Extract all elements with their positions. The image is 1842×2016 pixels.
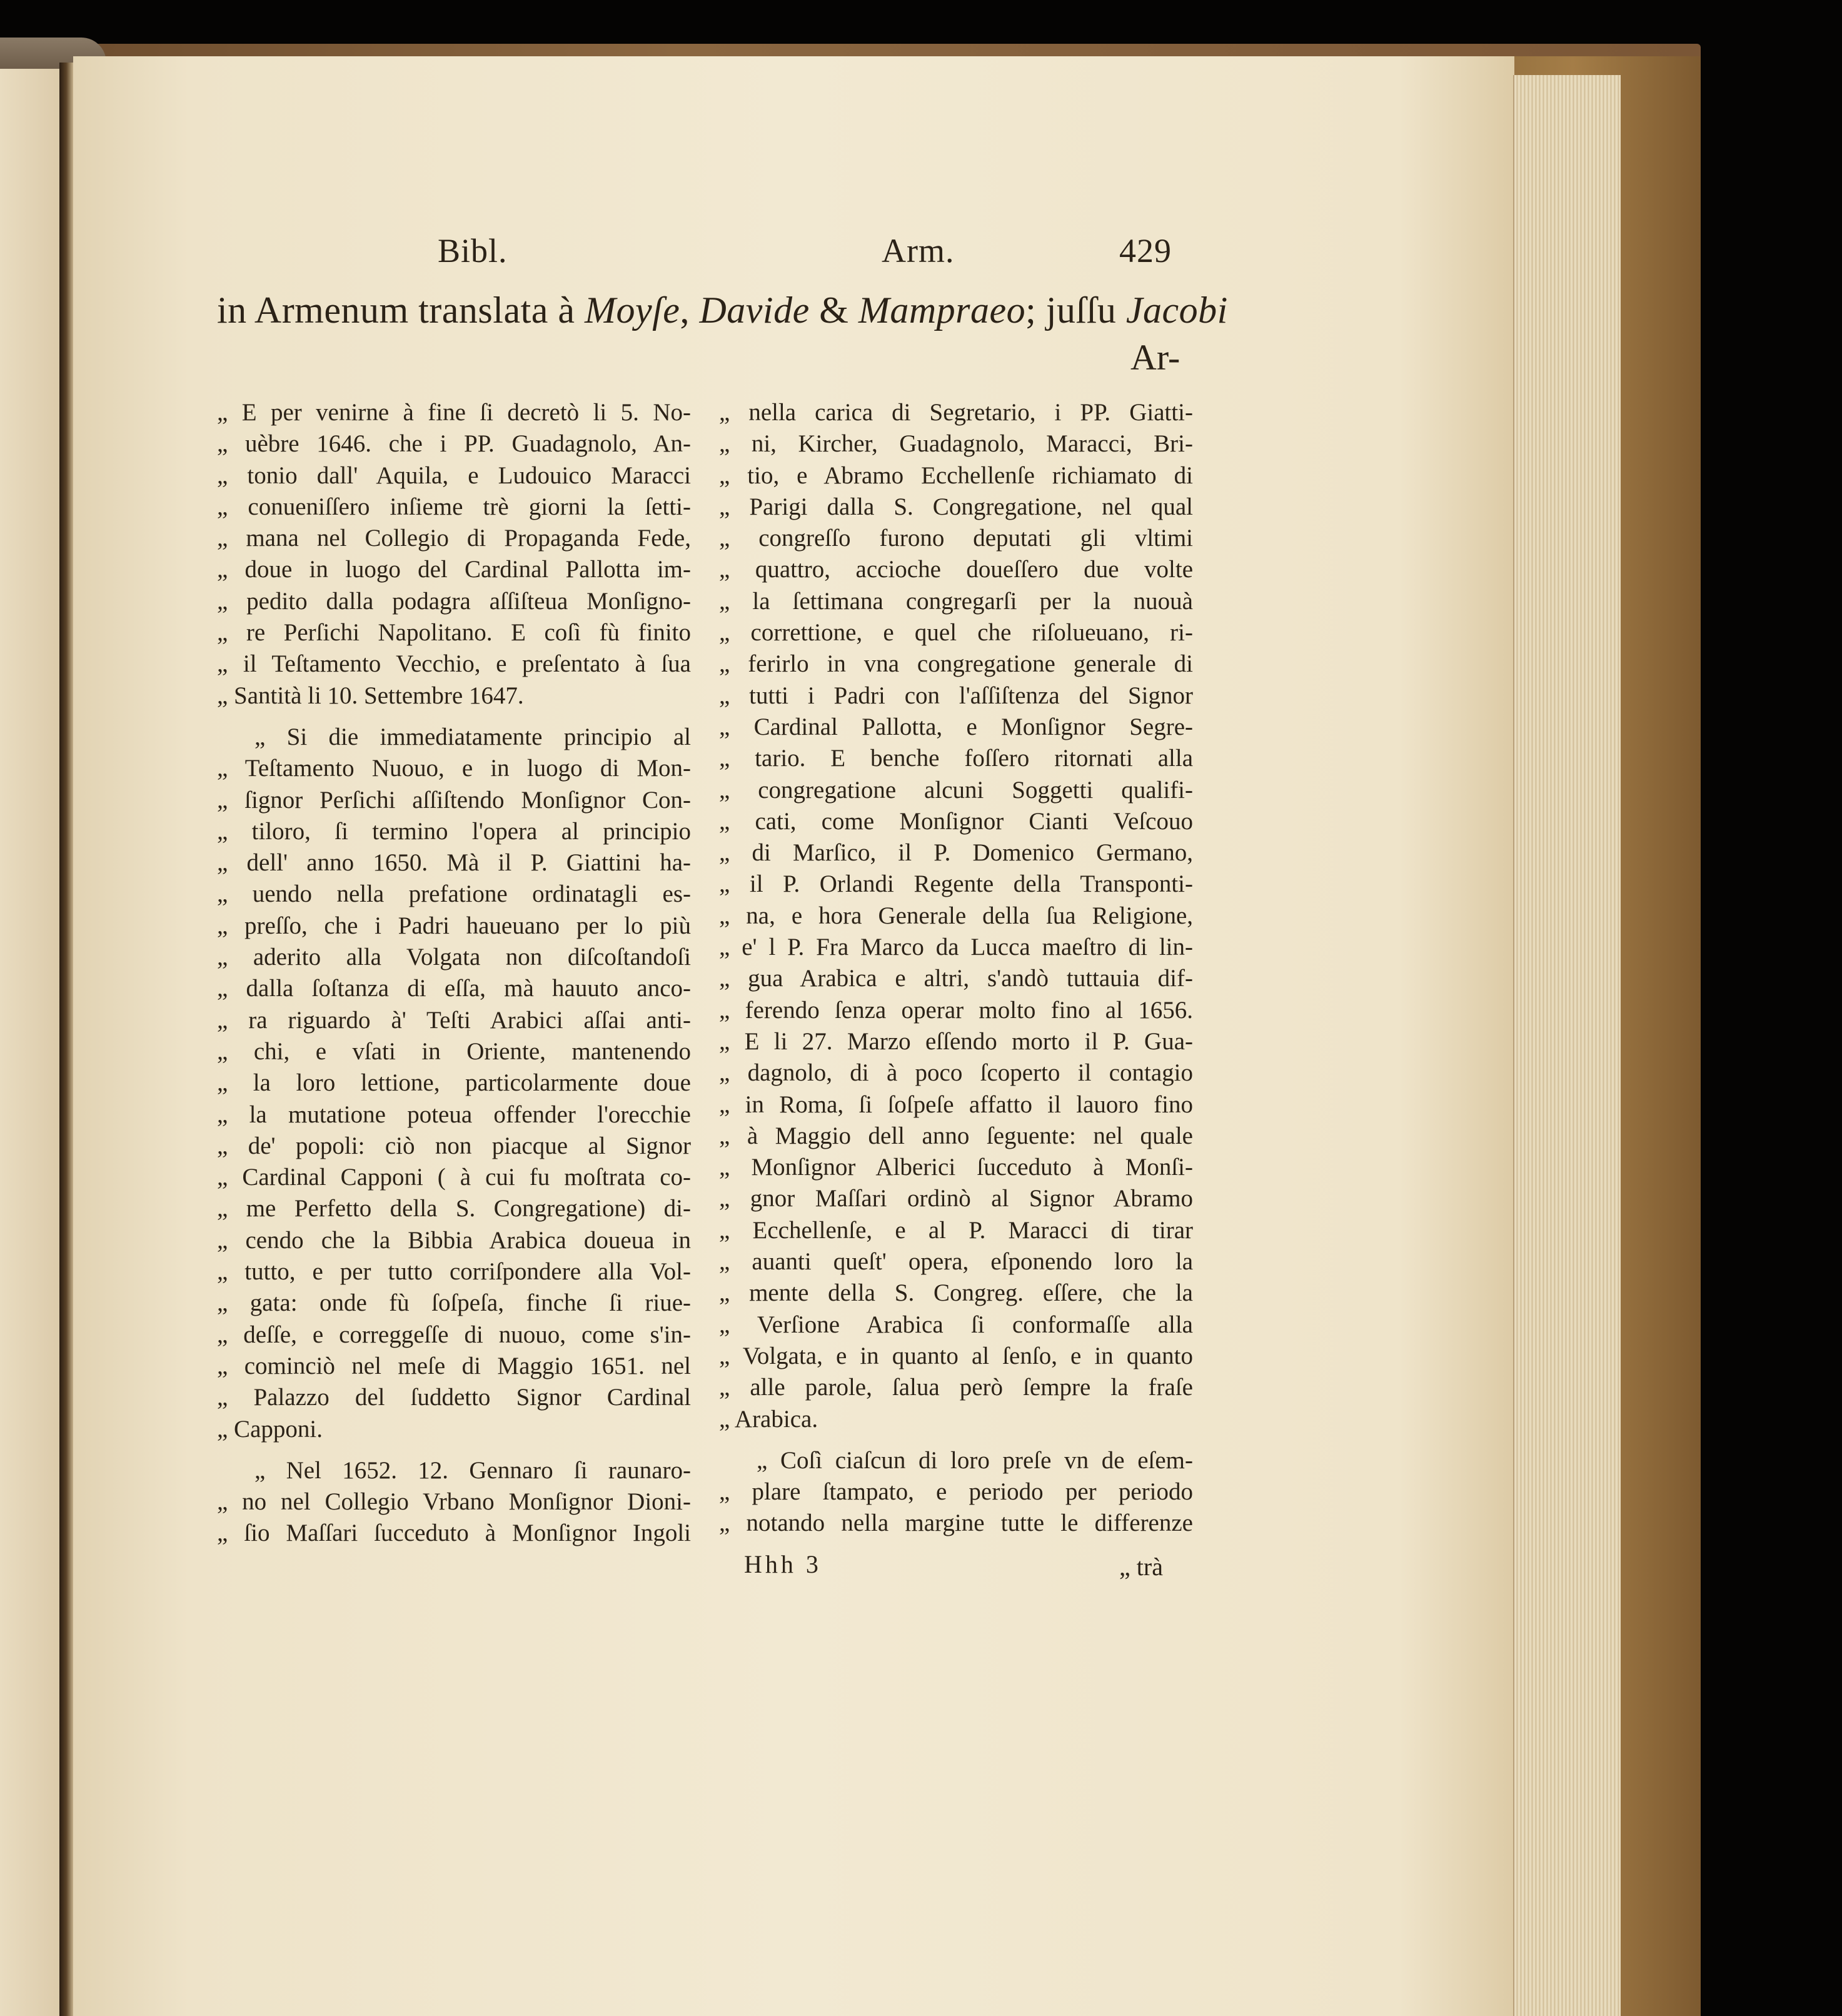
title-segment: , xyxy=(680,290,700,331)
text-line: „ chi, e vſati in Oriente, mantenendo xyxy=(217,1037,691,1065)
text-line: „ il P. Orlandi Regente della Transponti- xyxy=(719,870,1193,898)
text-line: „ na, e hora Generale della ſua Religione, xyxy=(719,902,1193,929)
title-segment: & xyxy=(809,290,858,331)
left-page-edge xyxy=(0,69,59,2016)
text-line: „ Monſignor Alberici ſucceduto à Monſi- xyxy=(719,1154,1193,1181)
text-line: „ Arabica. xyxy=(719,1405,818,1433)
text-line: „ e' l P. Fra Marco da Lucca maeſtro di lin- xyxy=(719,934,1193,961)
running-head-left: Bibl. xyxy=(438,232,508,270)
text-line: „ deſſe, e correggeſſe di nuouo, come s'in- xyxy=(217,1321,691,1348)
text-line: „ E per venirne à fine ſi decretò li 5. No- xyxy=(217,399,691,426)
text-line: „ no nel Collegio Vrbano Monſignor Dioni- xyxy=(217,1488,691,1516)
text-line: „ ni, Kircher, Guadagnolo, Maracci, Bri- xyxy=(719,430,1193,458)
text-line: „ la mutatione poteua offender l'orecchie xyxy=(217,1101,691,1128)
text-line: „ uèbre 1646. che i PP. Guadagnolo, An- xyxy=(217,430,691,458)
title-segment: Jacobi xyxy=(1125,290,1228,331)
text-line: „ tutti i Padri con l'aſſiſtenza del Signor xyxy=(719,682,1193,709)
text-line: „ Coſì ciaſcun di loro preſe vn de eſem- xyxy=(757,1446,1193,1474)
text-line: „ Cardinal Pallotta, e Monſignor Segre- xyxy=(719,713,1193,740)
text-line: „ alle parole, ſalua però ſempre la fraſe xyxy=(719,1374,1193,1401)
text-line: „ ferendo ſenza operar molto fino al 1656. xyxy=(719,996,1193,1024)
text-line: „ tario. E benche foſſero ritornati alla xyxy=(719,745,1193,772)
text-line: „ dalla ſoſtanza di eſſa, mà hauuto anco- xyxy=(217,975,691,1002)
text-line: „ Cardinal Capponi ( à cui fu moſtrata co- xyxy=(217,1164,691,1191)
text-line: „ doue in luogo del Cardinal Pallotta im- xyxy=(217,556,691,583)
text-line: „ Nel 1652. 12. Gennaro ſi raunaro- xyxy=(254,1456,691,1484)
text-line: „ tonio dall' Aquila, e Ludouico Maracci xyxy=(217,461,691,489)
right-column xyxy=(719,397,1193,1540)
text-line: „ Ecchellenſe, e al P. Maracci di tirar xyxy=(719,1216,1193,1244)
text-line: „ il Teſtamento Vecchio, e preſentato à ſua xyxy=(217,650,691,678)
running-head-center: Arm. xyxy=(882,232,955,270)
text-line: „ congregatione alcuni Soggetti qualifi- xyxy=(719,776,1193,804)
text-line: „ Verſione Arabica ſi conformaſſe alla xyxy=(719,1311,1193,1338)
book-gutter xyxy=(59,63,73,2016)
text-line: „ mana nel Collegio di Propaganda Fede, xyxy=(217,525,691,552)
text-line: „ E li 27. Marzo eſſendo morto il P. Gua- xyxy=(719,1027,1193,1055)
text-line: „ re Perſichi Napolitano. E coſì fù finito xyxy=(217,619,691,647)
signature-mark: Hhh 3 xyxy=(744,1550,822,1578)
text-line: „ cendo che la Bibbia Arabica doueua in xyxy=(217,1226,691,1254)
text-line: „ mente della S. Congreg. eſſere, che la xyxy=(719,1279,1193,1307)
text-line: „ tiloro, ſi termino l'opera al principio xyxy=(217,817,691,845)
text-line: „ quattro, accioche doueſſero due volte xyxy=(719,556,1193,583)
text-line: „ Teſtamento Nuouo, e in luogo di Mon- xyxy=(217,755,691,782)
text-line: „ aderito alla Volgata non diſcoſtandoſi xyxy=(217,944,691,971)
text-line: „ notando nella margine tutte le differenze xyxy=(719,1509,1193,1537)
text-line: „ tio, e Abramo Ecchellenſe richiamato di xyxy=(719,461,1193,489)
text-line: „ me Perfetto della S. Congregatione) di- xyxy=(217,1195,691,1222)
title-continuation: Ar- xyxy=(1130,337,1180,378)
title-line xyxy=(217,289,1228,332)
text-line: „ di Marſico, il P. Domenico Germano, xyxy=(719,839,1193,867)
title-segment: Davide xyxy=(699,290,810,331)
text-line: „ cominciò nel meſe di Maggio 1651. nel xyxy=(217,1352,691,1379)
text-line: „ la ſettimana congregarſi per la nuouà xyxy=(719,587,1193,615)
text-line: „ ſignor Perſichi aſſiſtendo Monſignor Con- xyxy=(217,786,691,814)
text-line: „ Si die immediatamente principio al xyxy=(254,723,691,750)
text-line: „ Santità li 10. Settembre 1647. xyxy=(217,682,524,709)
text-line: „ cati, come Monſignor Cianti Veſcouo xyxy=(719,807,1193,835)
title-segment: Moyſe xyxy=(585,290,680,331)
text-line: „ Volgata, e in quanto al ſenſo, e in quanto xyxy=(719,1342,1193,1369)
text-line: „ gata: onde fù ſoſpeſa, finche ſi riue- xyxy=(217,1289,691,1317)
text-line: „ tutto, e per tutto corriſpondere alla Vol- xyxy=(217,1258,691,1286)
text-line: „ Capponi. xyxy=(217,1415,323,1443)
text-line: „ auanti queſt' opera, eſponendo loro la xyxy=(719,1248,1193,1276)
text-line: „ ra riguardo à' Teſti Arabici aſſai anti- xyxy=(217,1006,691,1034)
title-segment: in Armenum translata à xyxy=(217,290,585,331)
title-segment: ; juſſu xyxy=(1025,290,1126,331)
text-line: „ dagnolo, di à poco ſcoperto il contagio xyxy=(719,1059,1193,1087)
text-line: „ Palazzo del ſuddetto Signor Cardinal xyxy=(217,1384,691,1411)
text-line: „ preſſo, che i Padri haueuano per lo più xyxy=(217,912,691,939)
text-line: „ uendo nella prefatione ordinatagli es- xyxy=(217,880,691,908)
text-line: „ gnor Maſſari ordinò al Signor Abramo xyxy=(719,1185,1193,1212)
text-line: „ ferirlo in vna congregatione generale di xyxy=(719,650,1193,678)
text-line: „ plare ſtampato, e periodo per periodo xyxy=(719,1478,1193,1506)
text-line: „ congreſſo furono deputati gli vltimi xyxy=(719,525,1193,552)
title-segment: Mampraeo xyxy=(858,290,1026,331)
text-line: „ gua Arabica e altri, s'andò tuttauia dif- xyxy=(719,965,1193,992)
text-line: „ dell' anno 1650. Mà il P. Giattini ha- xyxy=(217,849,691,877)
text-line: „ nella carica di Segretario, i PP. Giatti- xyxy=(719,399,1193,426)
text-line: „ à Maggio dell anno ſeguente: nel quale xyxy=(719,1122,1193,1149)
left-column xyxy=(217,397,691,1550)
catchword: „ trà xyxy=(1119,1553,1163,1581)
text-line: „ in Roma, ſi ſoſpeſe affatto il lauoro fino xyxy=(719,1091,1193,1118)
text-line: „ pedito dalla podagra aſſiſteua Monſigno- xyxy=(217,587,691,615)
page-block-edges xyxy=(1513,75,1621,2016)
text-line: „ Parigi dalla S. Congregatione, nel qual xyxy=(719,493,1193,520)
text-line: „ de' popoli: ciò non piacque al Signor xyxy=(217,1132,691,1159)
page-number: 429 xyxy=(1119,232,1172,270)
text-line: „ la loro lettione, particolarmente doue xyxy=(217,1069,691,1097)
text-line: „ conueniſſero inſieme trè giorni la ſetti- xyxy=(217,493,691,520)
text-line: „ ſio Maſſari ſucceduto à Monſignor Ingoli xyxy=(217,1520,691,1547)
text-line: „ correttione, e quel che riſolueuano, ri- xyxy=(719,619,1193,647)
